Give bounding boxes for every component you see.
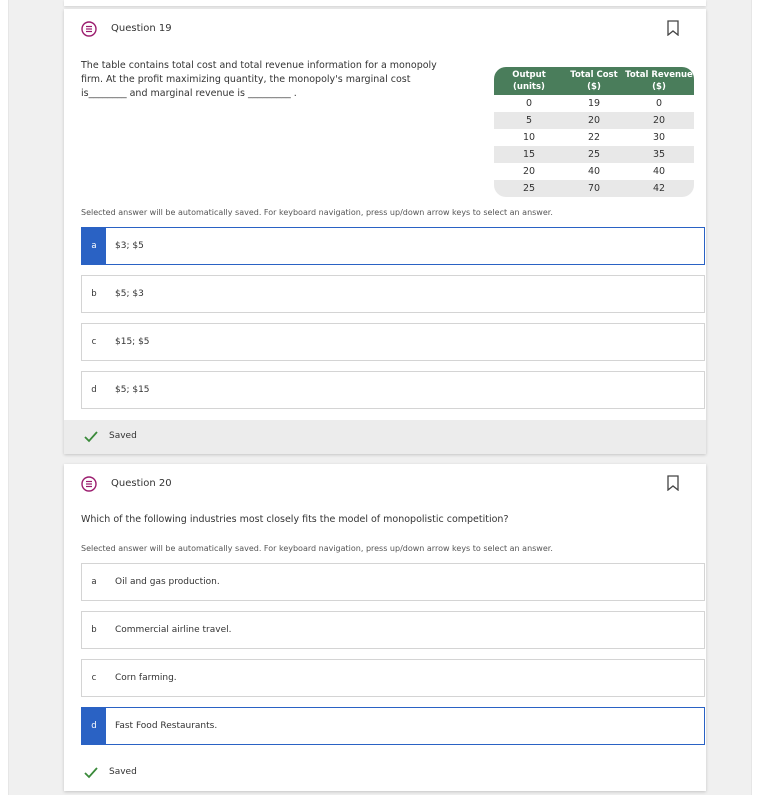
answer-option-c[interactable] (81, 323, 705, 361)
answer-option-b[interactable] (81, 611, 705, 649)
save-hint: Selected answer will be automatically saved. For keyboard navigation, press up/down arrow keys to select an answer. (81, 544, 553, 553)
previous-card-edge (64, 0, 706, 6)
table-row (494, 180, 694, 197)
option-letter: c (91, 673, 97, 683)
answer-option-d[interactable] (81, 707, 705, 745)
question-stem: The table contains total cost and total revenue information for a monopoly firm. At the profit maximizing quantity, the monopoly's marginal cost is________ and marginal revenue is _________ . (81, 60, 437, 99)
question-title: Question 19 (111, 23, 172, 34)
table-cell: 5 (494, 112, 564, 129)
answer-option-a[interactable] (81, 563, 705, 601)
table-header-output: Output (units) (494, 67, 564, 95)
table-cell: 25 (564, 146, 624, 163)
option-text: Corn farming. (115, 673, 177, 683)
table-row (494, 112, 694, 129)
option-letter: c (91, 337, 97, 347)
table-cell: 19 (587, 98, 601, 109)
right-gutter (751, 0, 760, 795)
option-text: $5; $15 (115, 385, 150, 395)
answer-option-c[interactable] (81, 659, 705, 697)
table-cell: 22 (587, 132, 601, 143)
save-hint: Selected answer will be automatically saved. For keyboard navigation, press up/down arrow keys to select an answer. (81, 208, 553, 217)
table-cell: 20 (564, 112, 624, 129)
check-icon (84, 431, 98, 443)
option-letter: d (91, 385, 97, 395)
left-gutter (0, 0, 9, 795)
table-row (494, 95, 694, 112)
option-letter: b (91, 625, 97, 635)
bookmark-icon[interactable] (667, 475, 679, 491)
table-cell: 25 (494, 180, 564, 197)
question-19-card (64, 9, 706, 454)
table-cell: 35 (624, 146, 694, 163)
table-row (494, 146, 694, 163)
option-letter: d (82, 708, 106, 744)
option-text: $3; $5 (115, 241, 144, 251)
option-text: Fast Food Restaurants. (115, 721, 218, 731)
check-icon (84, 767, 98, 779)
table-cell: 40 (587, 166, 601, 177)
question-stem: Which of the following industries most closely fits the model of monopolistic competition? (81, 514, 509, 525)
table-cell: 0 (525, 98, 533, 109)
bookmark-icon[interactable] (667, 20, 679, 36)
save-status-bar (64, 420, 706, 454)
answer-option-b[interactable] (81, 275, 705, 313)
table-cell: 70 (564, 180, 624, 197)
question-title: Question 20 (111, 478, 172, 489)
question-header (64, 464, 706, 504)
save-status-text: Saved (109, 431, 137, 441)
table-cell: 15 (494, 146, 564, 163)
option-text: Oil and gas production. (115, 577, 220, 587)
table-cell: 0 (655, 98, 663, 109)
option-text: Commercial airline travel. (115, 625, 232, 635)
cost-revenue-table (494, 67, 694, 197)
answer-option-d[interactable] (81, 371, 705, 409)
table-cell: 30 (652, 132, 666, 143)
option-letter: b (91, 289, 97, 299)
table-cell: 20 (522, 166, 536, 177)
option-text: $5; $3 (115, 289, 144, 299)
question-20-card (64, 464, 706, 791)
question-list-icon (81, 21, 97, 37)
table-row (494, 129, 694, 146)
table-cell: 42 (624, 180, 694, 197)
table-row (494, 163, 694, 180)
option-text: $15; $5 (115, 337, 150, 347)
table-header-total-cost: Total Cost ($) (564, 67, 624, 95)
save-status-bar (64, 756, 706, 790)
table-header-total-revenue: Total Revenue ($) (624, 67, 694, 95)
option-letter: a (91, 577, 97, 587)
question-header (64, 9, 706, 49)
answer-option-a[interactable] (81, 227, 705, 265)
table-cell: 40 (652, 166, 666, 177)
table-cell: 10 (522, 132, 536, 143)
option-letter: a (82, 228, 106, 264)
question-list-icon (81, 476, 97, 492)
table-cell: 20 (624, 112, 694, 129)
save-status-text: Saved (109, 767, 137, 777)
